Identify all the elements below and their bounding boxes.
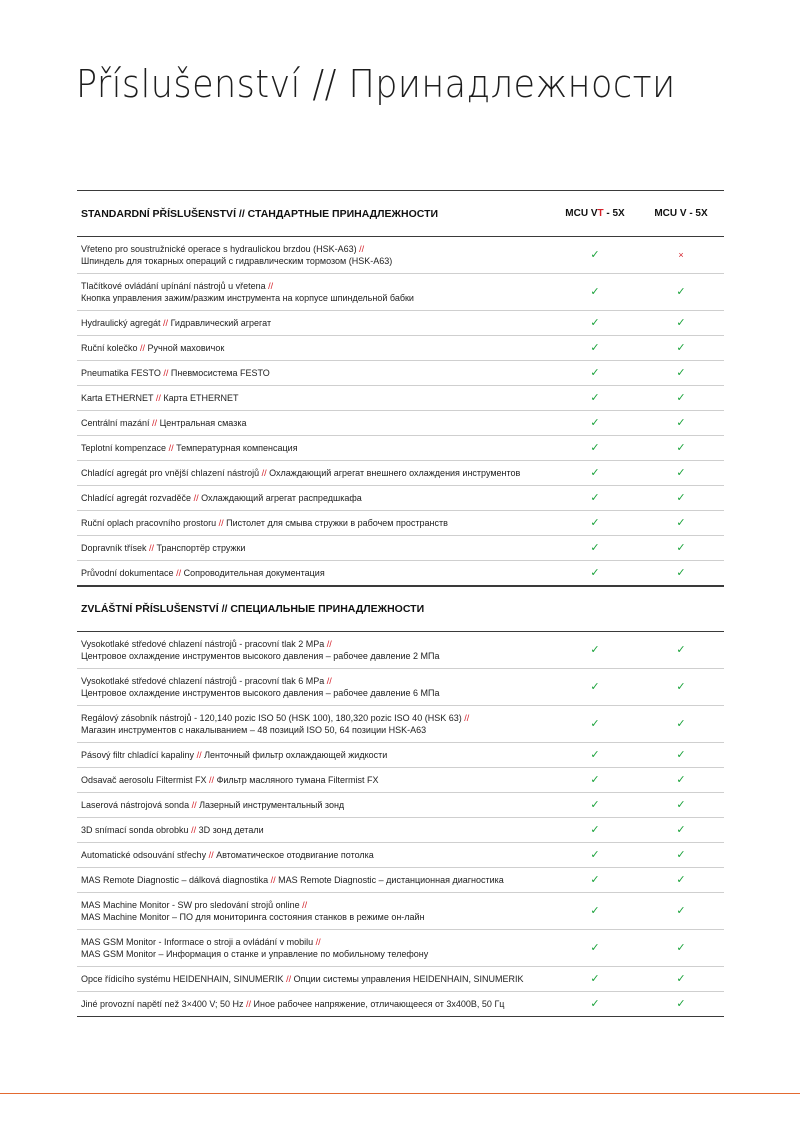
table-row xyxy=(77,768,724,793)
table-row xyxy=(77,967,724,992)
check-icon: ✓ xyxy=(590,873,600,886)
row-label-cz: Opce řídicího systému HEIDENHAIN, SINUMERIK xyxy=(81,974,284,984)
check-icon: ✓ xyxy=(590,366,600,379)
row-label xyxy=(77,849,552,861)
row-label-ru: Магазин инструментов с накалыванием – 48 позиций ISO 50, 64 позиции HSK-A63 xyxy=(81,725,427,735)
check-icon: ✓ xyxy=(676,491,686,504)
table-row xyxy=(77,436,724,461)
table-row xyxy=(77,743,724,768)
special-section-title: ZVLÁŠTNÍ PŘÍSLUŠENSTVÍ // СПЕЦИАЛЬНЫЕ ПРИНАДЛЕЖНОСТИ xyxy=(81,603,425,615)
check-icon: ✓ xyxy=(676,773,686,786)
check-icon: ✓ xyxy=(676,680,686,693)
standard-section-header xyxy=(77,191,724,237)
check-icon: ✓ xyxy=(590,904,600,917)
check-icon: ✓ xyxy=(676,941,686,954)
footer-rule xyxy=(0,1093,800,1094)
check-icon: ✓ xyxy=(590,997,600,1010)
check-icon: ✓ xyxy=(676,416,686,429)
cross-icon: × xyxy=(678,249,684,260)
row-label-cz: Ruční oplach pracovního prostoru xyxy=(81,518,217,528)
row-label xyxy=(77,973,552,985)
column-header-mcu-vt-5x: MCU VT - 5X xyxy=(565,208,625,219)
check-icon: ✓ xyxy=(590,717,600,730)
row-label-cz: MAS Machine Monitor - SW pro sledování strojů online xyxy=(81,900,300,910)
table-row xyxy=(77,561,724,586)
check-icon: ✓ xyxy=(676,823,686,836)
check-icon: ✓ xyxy=(676,972,686,985)
row-label xyxy=(77,392,552,404)
check-icon: ✓ xyxy=(676,441,686,454)
check-icon: ✓ xyxy=(676,848,686,861)
check-icon: ✓ xyxy=(676,391,686,404)
label-separator: // xyxy=(283,974,294,984)
table-row xyxy=(77,411,724,436)
row-label-cz: Teplotní kompenzace xyxy=(81,443,167,453)
label-separator: // xyxy=(173,568,184,578)
check-icon: ✓ xyxy=(676,904,686,917)
check-icon: ✓ xyxy=(676,997,686,1010)
check-icon: ✓ xyxy=(590,798,600,811)
row-label-ru: Гидравлический агрегат xyxy=(170,318,272,328)
table-row xyxy=(77,486,724,511)
row-label-ru: Пневмосистема FESTO xyxy=(170,368,270,378)
check-icon: ✓ xyxy=(676,541,686,554)
row-label-ru: Ленточный фильтр охлаждающей жидкости xyxy=(204,750,388,760)
page-title: Příslušenství // Принадлежности xyxy=(76,62,676,106)
label-separator: // xyxy=(194,750,205,760)
label-separator: // xyxy=(216,518,227,528)
row-label-ru: Центровое охлаждение инструментов высокого давления – рабочее давление 6 МПа xyxy=(81,688,440,698)
standard-rows xyxy=(77,237,724,586)
label-separator: // xyxy=(206,850,217,860)
label-separator: // xyxy=(268,875,279,885)
row-label xyxy=(77,799,552,811)
row-label-ru: Центровое охлаждение инструментов высокого давления – рабочее давление 2 МПа xyxy=(81,651,440,661)
row-label xyxy=(77,936,552,960)
label-separator: // xyxy=(160,318,171,328)
check-icon: ✓ xyxy=(590,391,600,404)
row-label xyxy=(77,712,552,736)
check-icon: ✓ xyxy=(590,566,600,579)
table-row xyxy=(77,361,724,386)
label-separator: // xyxy=(356,244,365,254)
table-row xyxy=(77,706,724,743)
row-label-cz: Odsavač aerosolu Filtermist FX xyxy=(81,775,207,785)
check-icon: ✓ xyxy=(590,541,600,554)
row-label-ru: Шпиндель для токарных операций с гидравлическим тормозом (HSK-A63) xyxy=(81,256,393,266)
label-separator: // xyxy=(166,443,177,453)
label-separator: // xyxy=(189,800,200,810)
row-label-ru: Фильтр масляного тумана Filtermist FX xyxy=(216,775,379,785)
table-row xyxy=(77,992,724,1017)
label-separator: // xyxy=(191,493,202,503)
row-label-ru: Транспортёр стружки xyxy=(156,543,246,553)
row-label-cz: Ruční kolečko xyxy=(81,343,138,353)
table-row xyxy=(77,843,724,868)
row-label-cz: Laserová nástrojová sonda xyxy=(81,800,190,810)
row-label-cz: 3D snímací sonda obrobku xyxy=(81,825,189,835)
check-icon: ✓ xyxy=(676,748,686,761)
table-row xyxy=(77,818,724,843)
check-icon: ✓ xyxy=(590,972,600,985)
column-header-mcu-v-5x: MCU V - 5X xyxy=(654,208,708,219)
row-label-ru: Охлаждающий агрегат внешнего охлаждения инструментов xyxy=(269,468,521,478)
label-separator: // xyxy=(259,468,270,478)
row-label xyxy=(77,492,552,504)
check-icon: ✓ xyxy=(590,848,600,861)
row-label-ru: MAS GSM Monitor – Информация о станке и управление по мобильному телефону xyxy=(81,949,429,959)
row-label xyxy=(77,342,552,354)
row-label-ru: MAS Remote Diagnostic – дистанционная диагностика xyxy=(278,875,504,885)
label-separator: // xyxy=(206,775,217,785)
row-label-cz: Regálový zásobník nástrojů - 120,140 pozic ISO 50 (HSK 100), 180,320 pozic ISO 40 (HSK 63) xyxy=(81,713,462,723)
row-label-ru: Карта ETHERNET xyxy=(163,393,239,403)
row-label xyxy=(77,567,552,579)
label-separator: // xyxy=(153,393,164,403)
row-label xyxy=(77,517,552,529)
check-icon: ✓ xyxy=(590,680,600,693)
row-label-cz: MAS GSM Monitor - Informace o stroji a ovládání v mobilu xyxy=(81,937,314,947)
label-separator: // xyxy=(188,825,199,835)
label-separator: // xyxy=(299,900,308,910)
check-icon: ✓ xyxy=(590,516,600,529)
check-icon: ✓ xyxy=(676,643,686,656)
label-separator: // xyxy=(324,639,332,649)
row-label-cz: Hydraulický agregát xyxy=(81,318,161,328)
row-label-cz: Automatické odsouvání střechy xyxy=(81,850,207,860)
label-separator: // xyxy=(160,368,171,378)
row-label-ru: 3D зонд детали xyxy=(198,825,264,835)
check-icon: ✓ xyxy=(590,466,600,479)
row-label xyxy=(77,824,552,836)
row-label-cz: Pásový filtr chladící kapaliny xyxy=(81,750,195,760)
check-icon: ✓ xyxy=(590,823,600,836)
table-row xyxy=(77,461,724,486)
label-separator: // xyxy=(243,999,254,1009)
row-label-ru: Центральная смазка xyxy=(159,418,247,428)
label-separator: // xyxy=(461,713,470,723)
row-label-ru: Охлаждающий агрегат распредшкафа xyxy=(201,493,362,503)
standard-section-title: STANDARDNÍ PŘÍSLUŠENSTVÍ // СТАНДАРТНЫЕ ПРИНАДЛЕЖНОСТИ xyxy=(81,207,439,220)
table-row xyxy=(77,237,724,274)
check-icon: ✓ xyxy=(676,285,686,298)
label-separator: // xyxy=(137,343,148,353)
row-label xyxy=(77,442,552,454)
row-label-cz: Centrální mazání xyxy=(81,418,150,428)
row-label-cz: Karta ETHERNET xyxy=(81,393,154,403)
row-label-cz: Chladící agregát rozvaděče xyxy=(81,493,192,503)
row-label xyxy=(77,998,552,1010)
row-label-ru: Иное рабочее напряжение, отличающееся от 3x400В, 50 Гц xyxy=(253,999,505,1009)
row-label-ru: Температурная компенсация xyxy=(176,443,298,453)
accessories-table xyxy=(77,190,724,1017)
check-icon: ✓ xyxy=(676,316,686,329)
check-icon: ✓ xyxy=(590,643,600,656)
row-label xyxy=(77,774,552,786)
row-label xyxy=(77,317,552,329)
table-row xyxy=(77,511,724,536)
row-label-cz: Vřeteno pro soustružnické operace s hydraulickou brzdou (HSK-A63) xyxy=(81,244,357,254)
row-label xyxy=(77,675,552,699)
table-row xyxy=(77,311,724,336)
table-row xyxy=(77,274,724,311)
row-label xyxy=(77,367,552,379)
table-row xyxy=(77,868,724,893)
check-icon: ✓ xyxy=(590,491,600,504)
label-separator: // xyxy=(324,676,332,686)
check-icon: ✓ xyxy=(590,285,600,298)
check-icon: ✓ xyxy=(590,316,600,329)
check-icon: ✓ xyxy=(676,717,686,730)
row-label-ru: Пистолет для смыва стружки в рабочем пространств xyxy=(226,518,448,528)
table-row xyxy=(77,930,724,967)
row-label-cz: Pneumatika FESTO xyxy=(81,368,161,378)
row-label-ru: Ручной маховичок xyxy=(147,343,225,353)
special-rows xyxy=(77,632,724,1017)
table-row xyxy=(77,536,724,561)
row-label-cz: Vysokotlaké středové chlazení nástrojů - pracovní tlak 6 MPa xyxy=(81,676,325,686)
check-icon: ✓ xyxy=(676,566,686,579)
row-label xyxy=(77,542,552,554)
special-section-header xyxy=(77,586,724,632)
row-label xyxy=(77,638,552,662)
label-separator: // xyxy=(149,418,160,428)
row-label-cz: Tlačítkové ovládání upínání nástrojů u vřetena xyxy=(81,281,266,291)
row-label xyxy=(77,280,552,304)
check-icon: ✓ xyxy=(676,798,686,811)
table-row xyxy=(77,632,724,669)
check-icon: ✓ xyxy=(590,248,600,261)
label-separator: // xyxy=(146,543,157,553)
table-row xyxy=(77,893,724,930)
label-separator: // xyxy=(265,281,274,291)
row-label-ru: Автоматическое отодвигание потолка xyxy=(216,850,374,860)
check-icon: ✓ xyxy=(590,748,600,761)
row-label-ru: Сопроводительная документация xyxy=(183,568,325,578)
row-label-ru: Опции системы управления HEIDENHAIN, SINUMERIK xyxy=(293,974,524,984)
check-icon: ✓ xyxy=(590,341,600,354)
table-row xyxy=(77,793,724,818)
check-icon: ✓ xyxy=(590,416,600,429)
table-row xyxy=(77,669,724,706)
row-label xyxy=(77,874,552,886)
row-label xyxy=(77,417,552,429)
row-label-cz: Jiné provozní napětí než 3×400 V; 50 Hz xyxy=(81,999,244,1009)
check-icon: ✓ xyxy=(676,873,686,886)
check-icon: ✓ xyxy=(676,366,686,379)
check-icon: ✓ xyxy=(590,941,600,954)
check-icon: ✓ xyxy=(676,341,686,354)
row-label-cz: Chladící agregát pro vnější chlazení nástrojů xyxy=(81,468,260,478)
row-label xyxy=(77,467,552,479)
check-icon: ✓ xyxy=(676,516,686,529)
row-label-cz: MAS Remote Diagnostic – dálková diagnostika xyxy=(81,875,269,885)
row-label-cz: Průvodní dokumentace xyxy=(81,568,174,578)
row-label-ru: Кнопка управления зажим/разжим инструмента на корпусе шпиндельной бабки xyxy=(81,293,414,303)
check-icon: ✓ xyxy=(590,773,600,786)
check-icon: ✓ xyxy=(590,441,600,454)
row-label-cz: Dopravník třísek xyxy=(81,543,147,553)
table-row xyxy=(77,336,724,361)
row-label xyxy=(77,749,552,761)
row-label xyxy=(77,899,552,923)
check-icon: ✓ xyxy=(676,466,686,479)
table-row xyxy=(77,386,724,411)
row-label xyxy=(77,243,552,267)
row-label-cz: Vysokotlaké středové chlazení nástrojů - pracovní tlak 2 MPa xyxy=(81,639,325,649)
label-separator: // xyxy=(313,937,321,947)
row-label-ru: MAS Machine Monitor – ПО для мониторинга состояния станков в режиме он-лайн xyxy=(81,912,425,922)
row-label-ru: Лазерный инструментальный зонд xyxy=(199,800,345,810)
